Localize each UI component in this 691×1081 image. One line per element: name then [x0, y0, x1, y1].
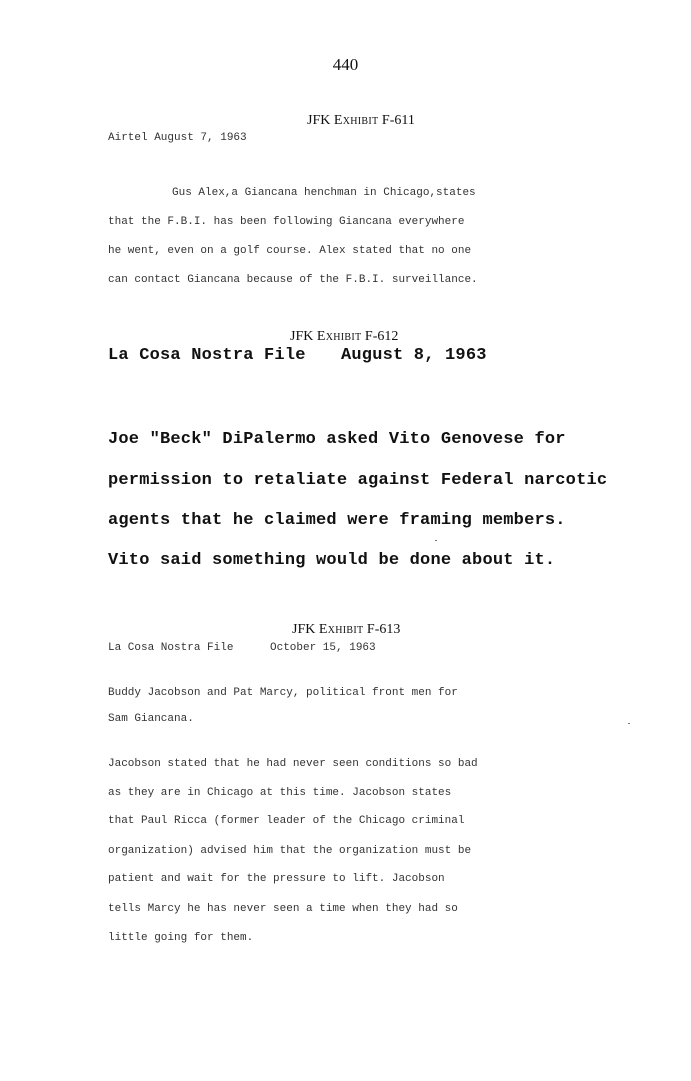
exhibit-f613-line: Buddy Jacobson and Pat Marcy, political front men for [108, 687, 458, 699]
exhibit-f612-heading-number: F-612 [361, 329, 399, 344]
exhibit-f612-line: Joe "Beck" DiPalermo asked Vito Genovese for [108, 430, 566, 449]
scan-speck [435, 540, 437, 541]
exhibit-f612-heading-word: Exhibit [316, 329, 362, 344]
exhibit-f613-line: patient and wait for the pressure to lift. Jacobson [108, 873, 445, 885]
exhibit-f613-line: little going for them. [108, 932, 254, 944]
exhibit-f611-source: Airtel August 7, 1963 [108, 132, 247, 144]
exhibit-f611-heading [307, 113, 415, 129]
exhibit-f612-date: August 8, 1963 [341, 346, 487, 365]
exhibit-f613-heading-prefix: JFK [292, 622, 319, 637]
exhibit-f612-source: La Cosa Nostra File [108, 346, 306, 365]
exhibit-f611-heading-word: Exhibit [333, 113, 379, 128]
exhibit-f613-line: organization) advised him that the organization must be [108, 845, 472, 857]
exhibit-f612-heading [290, 329, 398, 345]
exhibit-f612-line: permission to retaliate against Federal narcotic [108, 471, 608, 490]
exhibit-f611-line: he went, even on a golf course. Alex stated that no one [108, 245, 472, 257]
exhibit-f613-heading-word: Exhibit [318, 622, 364, 637]
exhibit-f611-line: can contact Giancana because of the F.B.I. surveillance. [108, 274, 478, 286]
exhibit-f612-heading-prefix: JFK [290, 329, 317, 344]
exhibit-f613-line: Jacobson stated that he had never seen conditions so bad [108, 758, 478, 770]
exhibit-f613-heading-number: F-613 [363, 622, 401, 637]
exhibit-f611-heading-prefix: JFK [307, 113, 334, 128]
exhibit-f613-line: tells Marcy he has never seen a time when they had so [108, 903, 458, 915]
exhibit-f612-line: agents that he claimed were framing members. [108, 511, 566, 530]
exhibit-f611-line: Gus Alex,a Giancana henchman in Chicago,states [172, 187, 476, 199]
exhibit-f613-source: La Cosa Nostra File [108, 642, 234, 654]
exhibit-f613-line: Sam Giancana. [108, 713, 194, 725]
exhibit-f613-heading [292, 622, 400, 638]
exhibit-f611-heading-number: F-611 [378, 113, 415, 128]
page-number: 440 [332, 55, 359, 74]
exhibit-f612-line: Vito said something would be done about it. [108, 551, 556, 570]
exhibit-f611-line: that the F.B.I. has been following Giancana everywhere [108, 216, 465, 228]
exhibit-f613-line: as they are in Chicago at this time. Jacobson states [108, 787, 452, 799]
exhibit-f613-date: October 15, 1963 [270, 642, 376, 654]
scan-speck [628, 723, 630, 724]
exhibit-f613-line: that Paul Ricca (former leader of the Chicago criminal [108, 815, 465, 827]
